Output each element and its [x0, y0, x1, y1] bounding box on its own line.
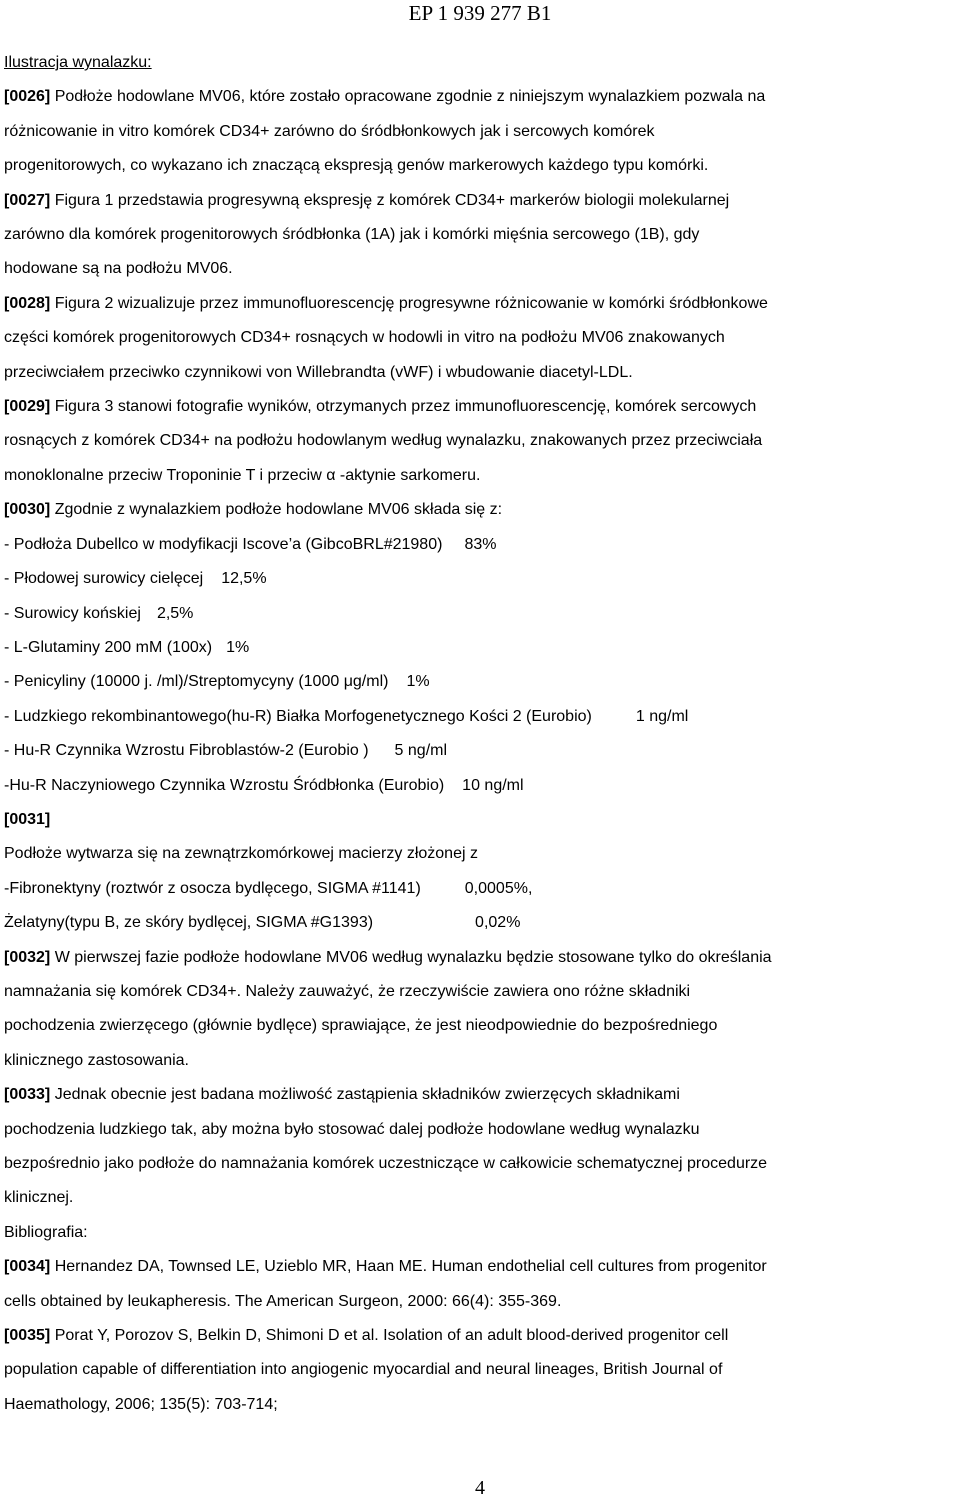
- paragraph-id: [0035]: [4, 1327, 51, 1345]
- paragraph-0033-line-2: pochodzenia ludzkiego tak, aby można było stosować dalej podłoże hodowlane według wynalazku: [4, 1120, 700, 1138]
- ingredient-name: -Hu-R Naczyniowego Czynnika Wzrostu Śródbłonka (Eurobio): [4, 776, 445, 794]
- paragraph-0035-line-1: [4, 1319, 956, 1353]
- paragraph-id: [0026]: [4, 88, 51, 106]
- ingredient-name: - L-Glutaminy 200 mM (100x): [4, 638, 213, 656]
- patent-number-header: EP 1 939 277 B1: [408, 1, 552, 25]
- illustration-heading: Ilustracja wynalazku:: [4, 54, 152, 71]
- paragraph-0031-intro: Podłoże wytwarza się na zewnątrzkomórkowej macierzy złożonej z: [4, 845, 478, 863]
- ingredient-value: 1%: [226, 638, 250, 656]
- paragraph-0029-line-2: rosnących z komórek CD34+ na podłożu hodowlanym według wynalazku, znakowanych przez przeciwciała: [4, 432, 763, 450]
- paragraph-id: [0030]: [4, 501, 51, 519]
- matrix-value: 0,0005%,: [464, 879, 533, 897]
- ingredient-item: [4, 700, 956, 734]
- paragraph-0026-line-3: progenitorowych, co wykazano ich znaczącą ekspresją genów markerowych każdego typu komórki.: [4, 157, 709, 175]
- ingredient-item: [4, 734, 956, 768]
- paragraph-text: W pierwszej fazie podłoże hodowlane MV06 według wynalazku będzie stosowane tylko do określania: [50, 948, 772, 966]
- page-number: 4: [475, 1477, 485, 1499]
- ingredient-value: 12,5%: [221, 570, 267, 588]
- matrix-item: [4, 872, 956, 906]
- ingredient-item: [4, 665, 956, 699]
- paragraph-0032-line-3: pochodzenia zwierzęcego (głównie bydlęce) sprawiające, że jest nieodpowiednie do bezpośredniego: [4, 1017, 718, 1035]
- ingredient-item: [4, 562, 956, 596]
- document-body: [4, 46, 956, 1422]
- paragraph-text: Figura 3 stanowi fotografie wyników, otrzymanych przez immunofluorescencję, komórek sercowych: [50, 398, 757, 416]
- paragraph-id: [0032]: [4, 948, 51, 966]
- ingredient-name: - Penicyliny (10000 j. /ml)/Streptomycyny (1000 μg/ml): [4, 673, 389, 691]
- paragraph-0031-id: [0031]: [4, 810, 51, 828]
- paragraph-0035-line-2: population capable of differentiation into angiogenic myocardial and neural lineages, British Journal of: [4, 1361, 723, 1379]
- paragraph-id: [0034]: [4, 1258, 51, 1276]
- bibliography-heading: Bibliografia:: [4, 1223, 88, 1241]
- matrix-item: [4, 906, 956, 940]
- ingredient-name: - Surowicy końskiej: [4, 604, 141, 622]
- paragraph-0027-line-2: zarówno dla komórek progenitorowych śródbłonka (1A) jak i komórki mięśnia sercowego (1B), gdy: [4, 226, 700, 244]
- ingredient-name: - Hu-R Czynnika Wzrostu Fibroblastów-2 (Eurobio ): [4, 742, 369, 760]
- paragraph-0032-line-2: namnażania się komórek CD34+. Należy zauważyć, że rzeczywiście zawiera ono różne składniki: [4, 982, 691, 1000]
- paragraph-text: Jednak obecnie jest badana możliwość zastąpienia składników zwierzęcych składnikami: [50, 1086, 680, 1104]
- ingredient-value: 83%: [464, 535, 497, 553]
- paragraph-text: Figura 1 przedstawia progresywną ekspresję z komórek CD34+ markerów biologii molekularnej: [50, 191, 730, 209]
- paragraph-0034-line-1: [4, 1250, 956, 1284]
- paragraph-0028-line-3: przeciwciałem przeciwko czynnikowi von Willebrandta (vWF) i wbudowanie diacetyl-LDL.: [4, 363, 633, 381]
- paragraph-text: Zgodnie z wynalazkiem podłoże hodowlane MV06 składa się z:: [50, 501, 503, 519]
- paragraph-text: Figura 2 wizualizuje przez immunofluorescencję progresywne różnicowanie w komórki śródbłonkowe: [50, 294, 768, 312]
- ingredient-name: - Płodowej surowicy cielęcej: [4, 570, 204, 588]
- paragraph-0028-line-1: [4, 287, 956, 321]
- paragraph-0033-line-3: bezpośrednio jako podłoże do namnażania komórek uczestniczące w całkowicie schematycznej procedurze: [4, 1155, 768, 1172]
- ingredient-item: [4, 528, 956, 562]
- paragraph-0029-line-1: [4, 390, 956, 424]
- paragraph-0030-intro: [4, 493, 956, 527]
- paragraph-id: [0028]: [4, 294, 51, 312]
- paragraph-text: Hernandez DA, Townsed LE, Uzieblo MR, Haan ME. Human endothelial cell cultures from progenitor: [50, 1258, 767, 1276]
- paragraph-0028-line-2: części komórek progenitorowych CD34+ rosnących w hodowli in vitro na podłożu MV06 znakowanych: [4, 329, 725, 347]
- paragraph-0033-line-1: [4, 1078, 956, 1112]
- ingredient-value: 10 ng/ml: [462, 776, 524, 794]
- paragraph-id: [0029]: [4, 398, 51, 416]
- paragraph-0026-line-1: [4, 80, 956, 114]
- ingredient-item: [4, 631, 956, 665]
- ingredient-name: - Podłoża Dubellco w modyfikacji Iscove’a (GibcoBRL#21980): [4, 535, 443, 553]
- paragraph-text: Porat Y, Porozov S, Belkin D, Shimoni D et al. Isolation of an adult blood-derived progenitor cell: [50, 1327, 729, 1345]
- paragraph-text: Podłoże hodowlane MV06, które zostało opracowane zgodnie z niniejszym wynalazkiem pozwala na: [50, 88, 766, 106]
- ingredient-item: [4, 597, 956, 631]
- matrix-value: 0,02%: [475, 914, 521, 932]
- ingredient-value: 1%: [406, 673, 430, 691]
- paragraph-id: [0027]: [4, 191, 51, 209]
- paragraph-0032-line-4: klinicznego zastosowania.: [4, 1051, 189, 1069]
- ingredient-item: [4, 769, 956, 803]
- ingredient-value: 5 ng/ml: [394, 742, 448, 760]
- matrix-name: -Fibronektyny (roztwór z osocza bydlęcego, SIGMA #1141): [4, 879, 421, 897]
- paragraph-0035-line-3: Haemathology, 2006; 135(5): 703-714;: [4, 1395, 278, 1413]
- paragraph-0027-line-1: [4, 184, 956, 218]
- paragraph-0033-line-4: klinicznej.: [4, 1189, 74, 1207]
- paragraph-id: [0033]: [4, 1086, 51, 1104]
- ingredient-value: 2,5%: [156, 604, 194, 622]
- paragraph-0032-line-1: [4, 941, 956, 975]
- paragraph-0029-line-3: monoklonalne przeciw Troponinie T i przeciw α -aktynie sarkomeru.: [4, 466, 481, 484]
- ingredient-value: 1 ng/ml: [635, 707, 689, 725]
- matrix-name: Żelatyny(typu B, ze skóry bydlęcej, SIGMA #G1393): [4, 914, 374, 932]
- paragraph-0034-line-2: cells obtained by leukapheresis. The American Surgeon, 2000: 66(4): 355-369.: [4, 1292, 562, 1310]
- ingredient-name: - Ludzkiego rekombinantowego(hu-R) Białka Morfogenetycznego Kości 2 (Eurobio): [4, 707, 592, 725]
- paragraph-0027-line-3: hodowane są na podłożu MV06.: [4, 260, 233, 278]
- paragraph-0026-line-2: różnicowanie in vitro komórek CD34+ zarówno do śródbłonkowych jak i sercowych komórek: [4, 122, 655, 140]
